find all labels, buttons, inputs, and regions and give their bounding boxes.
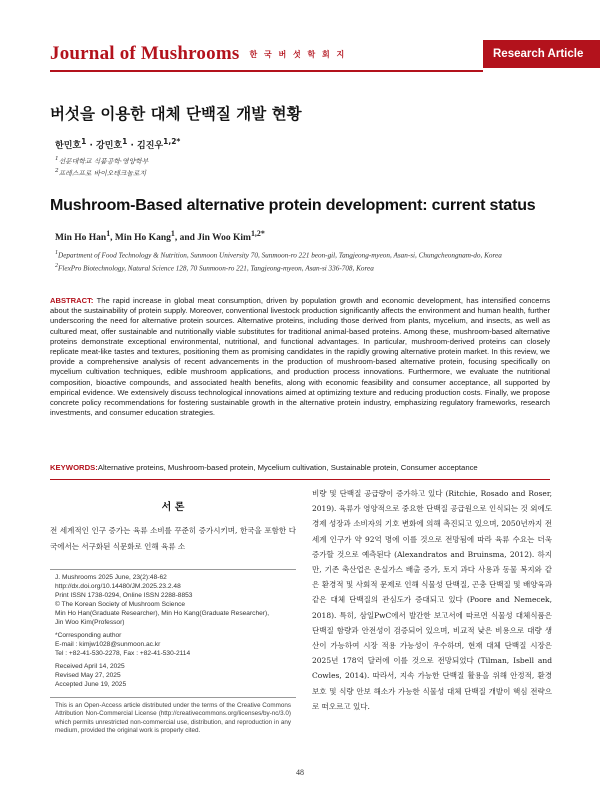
accepted-date: Accepted June 19, 2025	[55, 681, 127, 688]
section-title-introduction: 서 론	[161, 502, 185, 513]
header-divider	[50, 70, 483, 72]
english-affiliation-1: $^1$Department of Food Technology & Nutrition, Sunmoon University 70, Sunmoon-ro 221 beon-gil, Tangjeong-myeon, Asan-si, Chungcheongnam-do, Korea	[55, 250, 502, 260]
korean-author-2-sup: 1	[122, 137, 128, 146]
english-author-2: Min Ho Kang	[114, 233, 171, 244]
english-title: Mushroom-Based alternative protein development: current status	[50, 197, 536, 214]
keywords-label: KEYWORDS:	[50, 463, 98, 472]
korean-author-2: 강민호	[96, 141, 123, 151]
english-affiliations	[55, 248, 555, 273]
journal-name: Journal of Mushrooms	[50, 43, 240, 64]
info-box-top-rule	[50, 569, 296, 570]
keywords	[50, 463, 550, 472]
article-type-badge	[483, 40, 600, 68]
korean-author-3-sup: 1,2*	[163, 137, 181, 146]
keywords-text: Alternative proteins, Mushroom-based protein, Mycelium cultivation, Sustainable protein, Consumer acceptance	[97, 463, 478, 472]
received-date: Received April 14, 2025	[55, 663, 125, 670]
society-name: 한 국 버 섯 학 회 지	[249, 49, 347, 59]
phone-line: Tel : +82-41-530-2278, Fax : +82-41-530-2114	[55, 650, 191, 657]
license-text: This is an Open-Access article distributed under the terms of the Creative Commons Attribution Non-Commercial License (http://creativecommons.org/licenses/by-nc/3.0) which permits unrestricted non-commercial use, distribution, and reproduction in any medium, provided the original work is properly cited.	[55, 702, 291, 735]
abstract	[50, 296, 550, 418]
korean-affiliation-1: $^1$선문대학교 식품공학·영양학부	[55, 156, 149, 166]
journal-header	[50, 40, 584, 68]
korean-affiliations	[55, 154, 148, 179]
english-author-1: Min Ho Han	[55, 233, 107, 244]
english-authors: Min Ho Han$^1$, Min Ho Kang$^1$, and Jin Woo Kim$^{1,2*}$	[55, 229, 265, 244]
author-role-line: Min Ho Han(Graduate Researcher), Min Ho Kang(Graduate Researcher),	[55, 610, 270, 617]
keywords-divider	[50, 479, 550, 480]
article-info-box	[55, 573, 296, 688]
english-author-3: Jin Woo Kim	[197, 233, 251, 244]
license-top-rule	[50, 697, 296, 698]
korean-title: 버섯을 이용한 대체 단백질 개발 현황	[50, 105, 302, 123]
korean-authors	[55, 137, 180, 151]
copyright-line: © The Korean Society of Mushroom Science	[55, 601, 186, 608]
doi-link[interactable]: http://dx.doi.org/10.14480/JM.2025.23.2.48	[55, 583, 181, 590]
introduction-paragraph-left: 전 세계적인 인구 증가는 육류 소비를 꾸준히 증가시키며, 한국을 포함한 다국에서는 서구화된 식문화로 인해 육류 소	[50, 526, 296, 551]
abstract-text: The rapid increase in global meat consumption, driven by population growth and economic development, has intensified concerns about the sustainability of protein supply. Moreover, conventional livestock production significantly affects the environment and human health, further underscoring the need for alternative protein sources. Alternative proteins, including those derived from plants, mycelium, and insects, as well as cultured meat, offer sustainable and nutritionally viable substitutes for traditional animal-based proteins. Among these, mushroom-based alternative proteins demonstrate exceptional environmental, nutritional, and functional advantages. In particular, mushroom-derived proteins can closely replicate meat-like tastes and textures, positioning them as promising candidates in the rapidly growing alternative protein market. In this review, we provide a comprehensive analysis of recent advancements in the production of mushroom-based alternative protein, focusing specifically on mycelium cultivation techniques, edible mushroom applications, and production process innovations. Furthermore, we evaluate the nutritional composition, bioactive compounds, and associated health benefits, along with economic feasibility and consumer acceptance, all supported by empirical evidence. We extensively discuss technological innovations aimed at optimizing texture and reducing production costs. Finally, we propose concrete policy recommendations for fostering sustainable growth in the alternative protein industry, emphasizing regulatory frameworks, research investments, and consumer education strategies.	[50, 296, 550, 418]
author-separator: ·	[130, 141, 134, 151]
korean-author-1-sup: 1	[81, 137, 87, 146]
corresponding-author-label: *Corresponding author	[55, 632, 122, 639]
korean-author-1: 한민호	[55, 141, 82, 151]
citation-line: J. Mushrooms 2025 June, 23(2):48-62	[55, 574, 167, 581]
revised-date: Revised May 27, 2025	[55, 672, 121, 679]
email-link[interactable]: E-mail : kimjw1028@sunmoon.ac.kr	[55, 641, 161, 648]
issn-line: Print ISSN 1738-0294, Online ISSN 2288-8853	[55, 592, 193, 599]
page-number: 48	[296, 768, 304, 777]
author-role-line: Jin Woo Kim(Professor)	[55, 619, 125, 626]
abstract-label: ABSTRACT:	[50, 296, 94, 305]
english-affiliation-2: $^2$FlexPro Biotechnology, Natural Science 128, 70 Sunmoon-ro 221, Tangjeong-myeon, Asan-si 336-708, Korea	[55, 262, 374, 272]
korean-affiliation-2: $^2$프레스프로 바이오테크놀로지	[55, 168, 147, 178]
korean-author-3: 김진우	[137, 141, 164, 151]
article-type-label: Research Article	[493, 48, 584, 60]
introduction-paragraph-right: 비량 및 단백질 공급량이 증가하고 있다 (Ritchie, Rosado and Roser, 2019). 육류가 영양적으로 중요한 단백질 공급원으로 인식되는 것 외에도 경제 성장과 소비자의 기호 변화에 의해 촉진되고 있으며, 2050년까지 전 세계 인구가 약 92억 명에 이를 것으로 전망됨에 따라 육류 수요는 더욱 증가할 것으로 예측된다 (Alexandratos and Bruinsma, 2012). 하지만, 기존 축산업은 온실가스 배출 증가, 토지 과다 사용과 동물 복지와 같은 환경적 및 사회적 문제로 인해 식물성 단백질, 곤충 단백질 및 배양육과 같은 대체 단백질의 관심도가 증대되고 있다 (Poore and Nemecek, 2018). 특히, 삼일PwC에서 발간한 보고서에 따르면 식물성 대체식품은 단백질 함량과 안전성이 검증되어 있으며, 비교적 낮은 비용으로 대량 생산이 가능하여 시장 적용 가능성이 우수하며, 현재 대체 단백질 시장은 2025년 178억 달러에 이를 것으로 전망되었다 (Tilman, Isbell and Cowles, 2014). 따라서, 지속 가능한 단백질 활용을 위해 안정적, 환경 보호 및 식량 안보 해소가 가능한 식물성 대체 단백질 개발이 핵심 전략으로 떠오르고 있다.	[312, 489, 552, 711]
author-separator: ·	[89, 141, 93, 151]
